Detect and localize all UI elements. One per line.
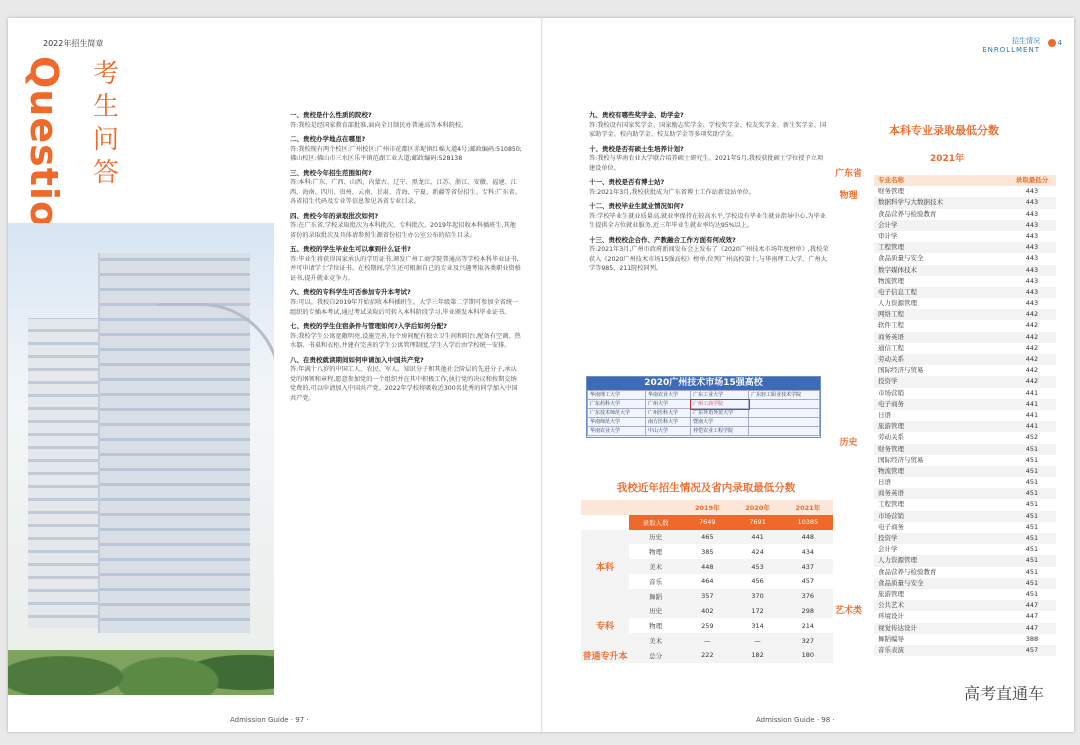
major-name: 视觉传达设计 [878,623,917,632]
top15-cell: 广州医科大学 [646,409,691,418]
answer: 答:在广东省,学校录取批次为本科批次、专科批次。2019年起招收本科插班生,其他省份的录取批次及具体请参照生源省份招生办公室公布的招生目录。 [290,222,516,239]
answer: 答:学校毕业生就业质量高,就业率保持在较高水平,学校设有毕业生就业指导中心,为毕业生提供全方位就业服务,近三年毕业生就业率均达95%以上。 [589,212,826,230]
score-value: 456 [751,577,764,586]
major-name: 商务英语 [878,332,904,341]
group-label: 历史 [839,437,858,448]
campus-photo [8,223,274,695]
score-value: 214 [801,621,815,630]
major-name: 旅游管理 [878,422,904,431]
page-footer: Admission Guide · 98 · [756,716,835,724]
history-row [581,530,833,545]
question: 十二、贵校毕业生就业情况如何? [589,202,684,211]
qa-item [290,322,522,351]
question: 七、贵校的学生住宿条件与管理如何?入学后如何分配? [290,322,448,331]
major-row [874,645,1056,656]
major-name: 财务管理 [878,444,904,453]
major-row [874,276,1056,287]
qa-item [290,212,522,241]
min-score: 443 [1025,243,1039,252]
score-value: 370 [732,589,782,604]
top15-cell: 广东外语外贸大学 [691,409,749,418]
score-value: 424 [751,547,764,556]
min-score: 451 [1025,545,1039,554]
qa-list-right [589,111,829,279]
min-score: 441 [1025,399,1039,408]
top15-row [588,427,820,436]
qa-item [589,236,829,274]
min-score: 451 [1025,444,1039,453]
min-score: 451 [1025,556,1039,565]
history-title: 我校近年招生情况及省内录取最低分数 [616,482,796,494]
question: 三、贵校今年招生范围如何? [290,168,372,177]
qa-item [290,356,522,404]
score-value: 457 [801,577,815,586]
top15-cell: 暨南大学 [691,418,749,427]
score-value: 357 [682,589,732,604]
major-row [874,444,1056,455]
question: 十三、贵校校企合作、产教融合工作方面有何成效? [589,235,736,244]
major-name: 国际经济与贸易 [878,366,924,375]
top15-row [588,391,820,400]
major-name: 通信工程 [878,343,904,352]
score-value: 376 [783,589,833,604]
top15-cell: 华南理工大学 [588,391,646,400]
answer: 答:年满十八岁的中国工人、农民、军人、知识分子和其他社会阶层的先进分子,承认党的纲领和章程,愿意参加党的一个组织并在其中积极工作,执行党的决议和按期交纳党费的,可以申请加入中国共产党。2022年学校将吸收近300名优秀的同学加入中国共产党。 [290,366,518,402]
brochure-spread [8,18,1074,732]
major-row [874,499,1056,510]
answer: 答:我校学生公寓宽敞明亮,设施完善,每个房间配有独立卫生间和阳台,配备有空调、热水器、书桌和衣柜,并建有完善的学生公寓管理制度,学生入学后由学校统一安排。 [290,332,521,350]
major-row [874,242,1056,253]
score-value: 448 [682,559,732,574]
history-head-row [581,500,833,515]
left-page [8,18,541,732]
answer: 答:我校与华南农业大学联合培养硕士研究生。2021年5月,我校获批硕士学位授予立项建设单位。 [589,155,824,172]
year-header: 2021年 [783,500,833,515]
major-name: 物流管理 [878,276,904,285]
answer: 答:我校设有国家奖学金、国家励志奖学金、学校奖学金、校友奖学金、新生奖学金、国家助学金、校内助学金、校友助学金等多项奖助学金。 [589,121,827,139]
major-name: 劳动关系 [878,355,904,363]
major-name: 劳动关系 [878,433,904,442]
major-row [874,634,1056,645]
min-score: 452 [1025,433,1039,442]
cell [581,500,629,515]
page-header: 2022年招生简章 [43,39,104,48]
min-score: 451 [1025,567,1039,576]
min-score: 441 [1025,422,1039,431]
group-label: 专科 [581,604,629,648]
min-score: 442 [1025,332,1039,341]
top15-cell: 中山大学 [646,427,691,436]
subject: 舞蹈 [629,589,682,604]
min-score: 443 [1025,209,1039,218]
qa-item [290,245,522,283]
min-score: 441 [1025,388,1039,397]
major-row [874,309,1056,320]
major-row [874,220,1056,231]
history-table [581,500,833,663]
score-value: 259 [701,621,714,630]
top15-cell [749,409,820,418]
top15-cell [749,418,820,427]
major-name: 工程管理 [878,500,904,509]
min-score: 443 [1025,220,1039,229]
score-value: 180 [783,648,833,663]
major-row [874,432,1056,443]
major-name: 舞蹈编导 [878,634,904,643]
top15-cell: 广东药科大学 [588,400,646,409]
question: 十一、贵校是否有博士站? [589,178,665,187]
major-row [874,578,1056,589]
major-name: 投资学 [878,377,898,386]
score-value: 437 [783,559,833,574]
major-name: 公共艺术 [878,601,904,610]
min-score: 443 [1025,254,1039,263]
subject: 总分 [629,648,682,663]
group-label: 物理 [839,191,858,202]
answer: 答:可以。我校自2019年开始招收本科插班生。大学三年级第二学期可参加全省统一组织的专插本考试,通过考试录取后可转入本科阶段学习,毕业颁发本科毕业证书。 [290,299,519,316]
min-score: 451 [1025,455,1039,464]
major-name: 音乐表演 [878,645,904,654]
qa-item [589,178,829,197]
score-value: 448 [783,530,833,545]
top15-table [587,390,820,436]
top15-cell: 广东工业大学 [691,391,749,400]
question: 一、贵校是什么性质的院校? [290,111,372,119]
top15-cell: 华南农业大学 [646,391,691,400]
major-name: 旅游管理 [878,589,904,598]
major-row [874,399,1056,410]
year-header: 2020年 [732,500,782,515]
major-row [874,287,1056,298]
score-value: 385 [701,547,714,556]
min-score: 451 [1025,578,1039,587]
subject: 美术 [629,559,682,574]
major-row [874,332,1056,343]
major-row [874,589,1056,600]
top15-cell: 广东技术师范大学 [588,409,646,418]
top15-banner: 2020广州技术市场15强高校 华南理工大学 华南农业大学 广东工业大学 广东轻工职业技术学院 广东药科大学 广州大学 广州工商学院 广东技术师范大学 广州医科大学 广东外语外贸大学 华南师范大学 南方医科大学 暨南大学 华南农业大学 中山大学 仲恺农业工程学院 [586,376,821,438]
major-name: 电子信息工程 [878,287,917,296]
major-name: 环境设计 [878,612,904,621]
major-row [874,455,1056,466]
min-score: 457 [1025,645,1039,654]
major-row [874,298,1056,309]
min-score: 451 [1025,466,1039,475]
subject: 音乐 [649,577,663,586]
score-header-row [874,175,1056,186]
major-row [874,533,1056,544]
major-row [874,600,1056,611]
qa-item [589,145,829,174]
subject: 物理 [649,548,663,557]
major-row [874,197,1056,208]
min-score: 447 [1025,612,1039,621]
major-name: 日语 [878,410,891,419]
min-score: 451 [1025,511,1039,520]
answer: 答:毕业生将获得国家承认的学历证书,颁发广州工商学院普通高等学校本科毕业证书,并可申请学士学位证书。在校期间,学生还可根据自己的专业及兴趣考取各类职业资格证书,提升就业竞争力。 [290,255,521,282]
province-label: 广东省 [581,515,629,530]
page-footer: Admission Guide · 97 · [230,716,309,724]
major-row [874,611,1056,622]
qa-list-left [290,111,522,408]
qa-item [290,135,522,164]
min-score: 442 [1025,310,1039,319]
top15-cell: 广州大学 [646,400,691,409]
min-score: 451 [1025,589,1039,598]
major-name: 网络工程 [878,310,904,319]
min-score: 442 [1025,377,1039,386]
major-name: 软件工程 [878,321,904,330]
group-label: 本科 [581,530,629,604]
total-value: 7649 [682,515,732,530]
qa-item [589,111,829,140]
col-major: 专业名称 [878,176,904,184]
top15-row [588,409,820,418]
min-score: 451 [1025,534,1039,542]
score-value: 182 [732,648,782,663]
major-name: 市场营销 [878,511,904,520]
score-value: 434 [801,547,815,556]
question: 十、贵校是否有硕士生培养计划? [589,144,684,153]
score-rows [874,175,1056,656]
major-row [874,365,1056,376]
answer: 答:我校是经国家教育部批准,面向全日制民办普通高等本科院校。 [290,121,468,129]
major-name: 国际经济与贸易 [878,455,924,464]
qa-item [290,288,522,317]
major-row [874,376,1056,387]
cell [629,500,682,515]
score-value: 441 [732,530,782,545]
qa-item [290,169,522,207]
score-value: 222 [682,648,732,663]
major-row [874,265,1056,276]
major-name: 会计学 [878,220,898,229]
group-label: 艺术类 [834,605,862,616]
question: 八、在贵校就读期间如何申请加入中国共产党? [290,355,424,364]
answer: 答:本科:广东、广西、山西、内蒙古、辽宁、黑龙江、江苏、浙江、安徽、福建、江西、海南、四川、贵州、云南、甘肃、青海、宁夏、新疆等省份招生。专科:广东省。各省招生代码及专业等信息参见各省专业目录。 [290,179,522,206]
major-row [874,544,1056,555]
major-name: 数字媒体技术 [878,265,917,274]
min-score: 451 [1025,478,1039,487]
section-header: 招生情况 ENROLLMENT 4 [982,37,1062,54]
question: 五、贵校的学生毕业生可以拿到什么证书? [290,245,411,254]
answer: 答:2021年3月,广州市政府新闻发布会上发布了《2020广州技术市场年度榜单》,我校荣获入《2020广州技术市场15强高校》榜单,位列广州高校第十,与华南理工大学、广州大学等985、211院校同列。 [589,246,829,273]
major-name: 食品质量与安全 [878,254,924,263]
subject: 历史 [629,604,682,619]
min-score: 388 [1025,634,1039,643]
major-name: 电子商务 [878,399,904,408]
score-value: 464 [701,577,714,586]
major-row [874,320,1056,331]
total-value: 10385 [783,515,833,530]
score-value: — [682,633,732,648]
province-label: 广东省 [834,169,862,179]
major-row [874,567,1056,578]
min-score: 441 [1025,410,1039,419]
min-score: 443 [1025,231,1039,240]
question: 二、贵校办学地点在哪里? [290,135,366,144]
major-name: 会计学 [878,545,898,554]
total-value: 7691 [732,515,782,530]
major-row [874,253,1056,264]
major-name: 食品质量与安全 [878,578,924,587]
top15-cell: 华南师范大学 [588,418,646,427]
min-score: 447 [1025,601,1039,610]
major-row [874,388,1056,399]
major-name: 日语 [878,478,891,487]
major-row [874,209,1056,220]
top15-cell: 广东轻工职业技术学院 [749,391,820,400]
major-row [874,231,1056,242]
major-row [874,466,1056,477]
major-name: 数据科学与大数据技术 [878,198,943,207]
right-page [541,18,1074,732]
answer: 答:2021年3月,我校获批成为广东省博士工作站新设站单位。 [589,188,756,196]
major-name: 物流管理 [878,466,904,475]
score-value: 314 [751,621,764,630]
score-value: 172 [732,604,782,619]
min-score: 442 [1025,366,1039,375]
min-score: 451 [1025,522,1039,531]
page-number: 4 [1057,39,1062,47]
subject: 物理 [649,622,663,631]
min-score: 443 [1025,198,1039,207]
watermark: 高考直通车 [960,681,1048,704]
question: 六、贵校的专科学生可否参加专升本考试? [290,288,411,297]
question: 四、贵校今年的录取批次如何? [290,211,379,220]
min-score: 443 [1025,276,1039,285]
major-name: 审计学 [878,231,898,240]
min-score: 447 [1025,623,1039,632]
major-name: 食品营养与检验教育 [878,209,937,218]
qa-item [589,202,829,231]
score-value: 402 [682,604,732,619]
major-row [874,354,1056,365]
min-score: 442 [1025,321,1039,330]
major-name: 工程管理 [878,243,904,252]
min-score: 443 [1025,287,1039,296]
top15-cell: 南方医科大学 [646,418,691,427]
top15-row [588,400,820,409]
col-score: 录取最低分 [1015,176,1049,184]
major-name: 人力资源管理 [878,556,917,565]
year-header: 2019年 [682,500,732,515]
major-name: 食品营养与检验教育 [878,567,937,576]
major-name: 商务英语 [878,489,904,498]
qa-item [290,111,522,130]
min-score: 443 [1025,299,1039,308]
score-value: 327 [783,633,833,648]
score-value: — [732,633,782,648]
top15-cell: 仲恺农业工程学院 [691,427,749,436]
major-name: 人力资源管理 [878,299,917,308]
title-cn: 考 生 问 答 [93,59,120,188]
min-score: 442 [1025,343,1039,352]
min-score: 451 [1025,489,1039,498]
major-name: 投资学 [878,534,898,542]
major-name: 财务管理 [878,187,904,196]
history-total-row [581,515,833,530]
min-score: 451 [1025,500,1039,509]
major-row [874,410,1056,421]
major-row [874,488,1056,499]
min-score: 442 [1025,355,1039,363]
top15-cell: 华南农业大学 [588,427,646,436]
question: 九、贵校有哪些奖学金、助学金? [589,111,684,119]
score-year: 2021年 [929,154,965,164]
total-label: 录取人数 [629,515,682,530]
top15-cell [749,400,820,409]
major-name: 电子商务 [878,522,904,531]
dot-icon [1048,39,1056,47]
score-value: 465 [682,530,732,545]
group-label: 普通专升本 [581,648,629,663]
answer: 答:我校现有两个校区:广州校区:广州市花都区赤坭镇红棉大道4号;邮政编码:510850;佛山校区:佛山市三水区乐平镇范湖工业大道;邮政编码:528138 [290,145,522,163]
top15-cell [749,427,820,436]
major-row [874,623,1056,634]
score-value: 453 [732,559,782,574]
major-name: 市场营销 [878,388,904,397]
major-row [874,555,1056,566]
major-row [874,511,1056,522]
subject: 历史 [629,530,682,545]
score-value: 298 [783,604,833,619]
subject: 美术 [629,633,682,648]
min-score: 443 [1025,265,1039,274]
top15-row [588,418,820,427]
history-row [581,648,833,663]
major-row [874,343,1056,354]
major-row [874,477,1056,488]
score-title: 本科专业录取最低分数 [889,124,999,137]
major-row [874,421,1056,432]
major-row [874,522,1056,533]
top15-cell: 广州工商学院 [691,400,749,409]
major-row [874,186,1056,197]
min-score: 443 [1025,187,1039,196]
history-row [581,604,833,619]
